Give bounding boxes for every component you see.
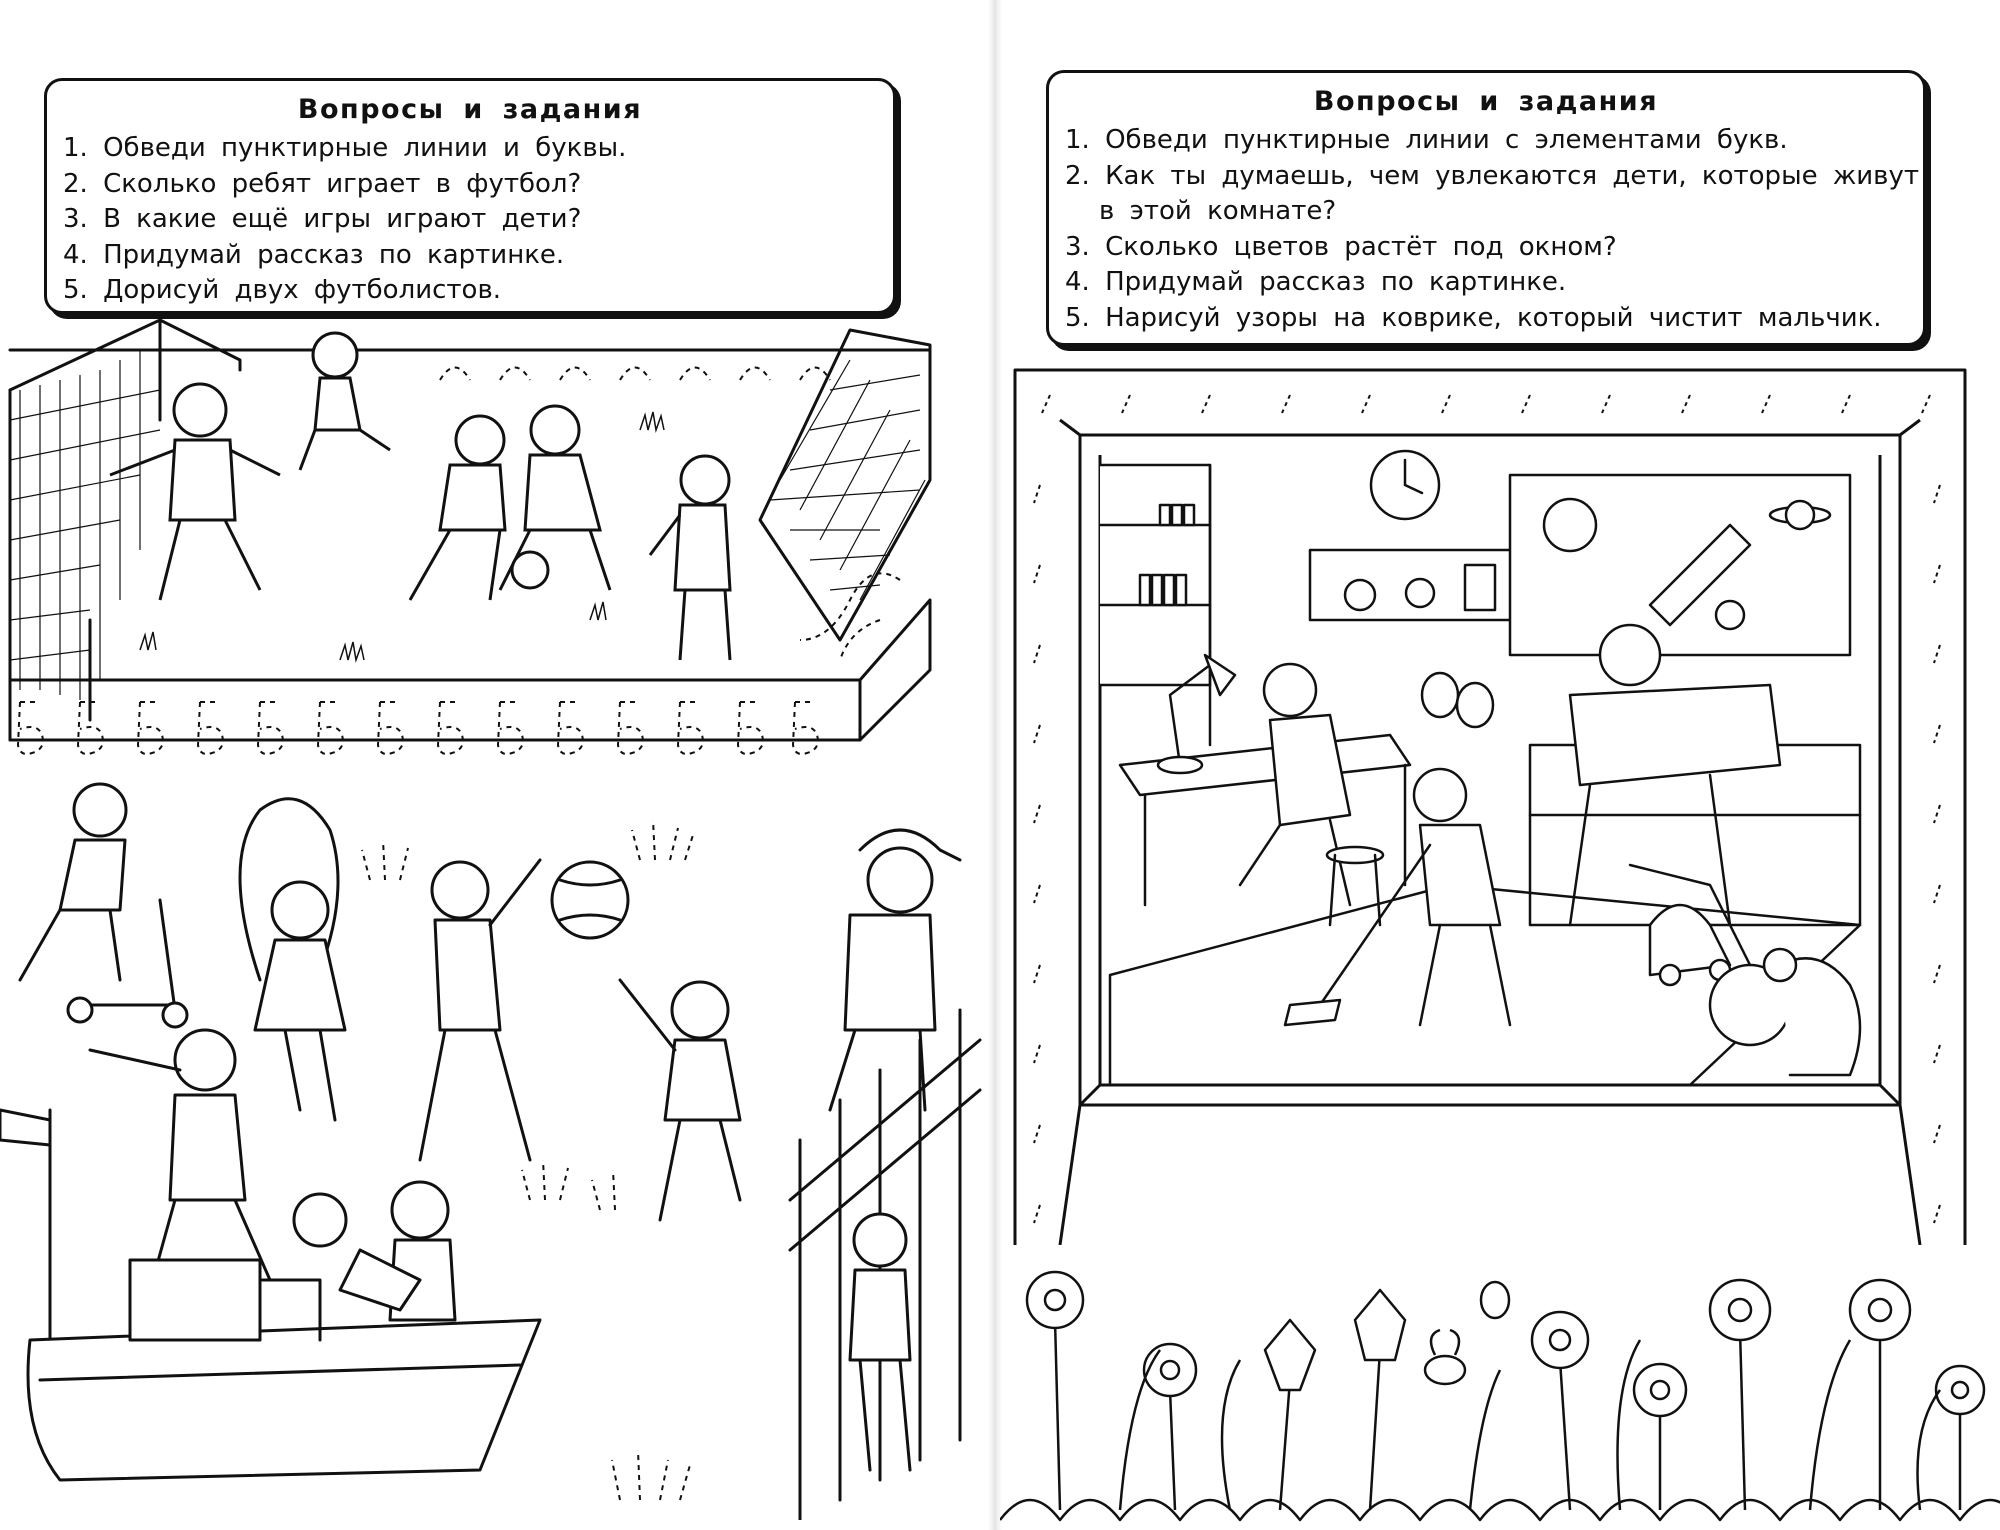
flower [1850,1280,1910,1510]
questions-title-right: Вопросы и задания [1313,86,1659,117]
question-item: 1. Обведи пунктирные линии и буквы. [63,133,627,163]
flowers-illustration [1000,1260,2000,1525]
question-item: 5. Дорисуй двух футболистов. [63,275,502,305]
left-page [0,0,990,1530]
grass-edge [1000,1500,2000,1520]
tracing-lines-top [440,368,900,661]
flower [1532,1312,1588,1510]
right-goal-net [770,360,925,600]
questions-box-right [1046,70,1926,346]
flower [1936,1366,1984,1510]
question-item: 2. Как ты думаешь, чем увлекаются дети, которые живут [1065,160,1920,191]
question-item: 5. Нарисуй узоры на коврике, который чистит мальчик. [1065,302,1882,333]
question-item: 4. Придумай рассказ по картинке. [1065,267,1567,297]
questions-list-left [63,131,877,309]
left-goal-net [10,350,160,700]
right-page [1000,0,2000,1530]
questions-title-left: Вопросы и задания [297,94,643,125]
flower [1144,1344,1196,1510]
flower [1355,1290,1405,1510]
question-item: 3. Сколько цветов растёт под окном? [1065,231,1617,262]
boat [28,1320,540,1480]
scooter-kid [74,784,126,836]
flower [1265,1320,1315,1510]
question-item: 1. Обведи пунктирные линии с элементами букв. [1065,125,1788,155]
questions-list-right [1065,123,1920,336]
question-item: 4. Придумай рассказ по картинке. [63,239,565,270]
flower [1634,1364,1686,1510]
beetle [1481,1282,1509,1318]
tracing-letters-row [0,690,990,760]
playground-illustration [0,780,990,1520]
flower [1710,1280,1770,1510]
ball [552,862,628,938]
football-players [110,333,730,660]
question-item-continuation: в этой комнате? [1099,196,1337,226]
question-item: 2. Сколько ребят играет в футбол? [63,168,582,199]
room-illustration [1010,365,1990,1245]
flower [1027,1272,1083,1510]
bee [1425,1330,1465,1384]
questions-box-left [44,78,896,314]
question-item [1065,194,1907,230]
leaves [1120,1340,1940,1510]
question-item: 3. В какие ещё игры играют дети? [63,204,582,234]
